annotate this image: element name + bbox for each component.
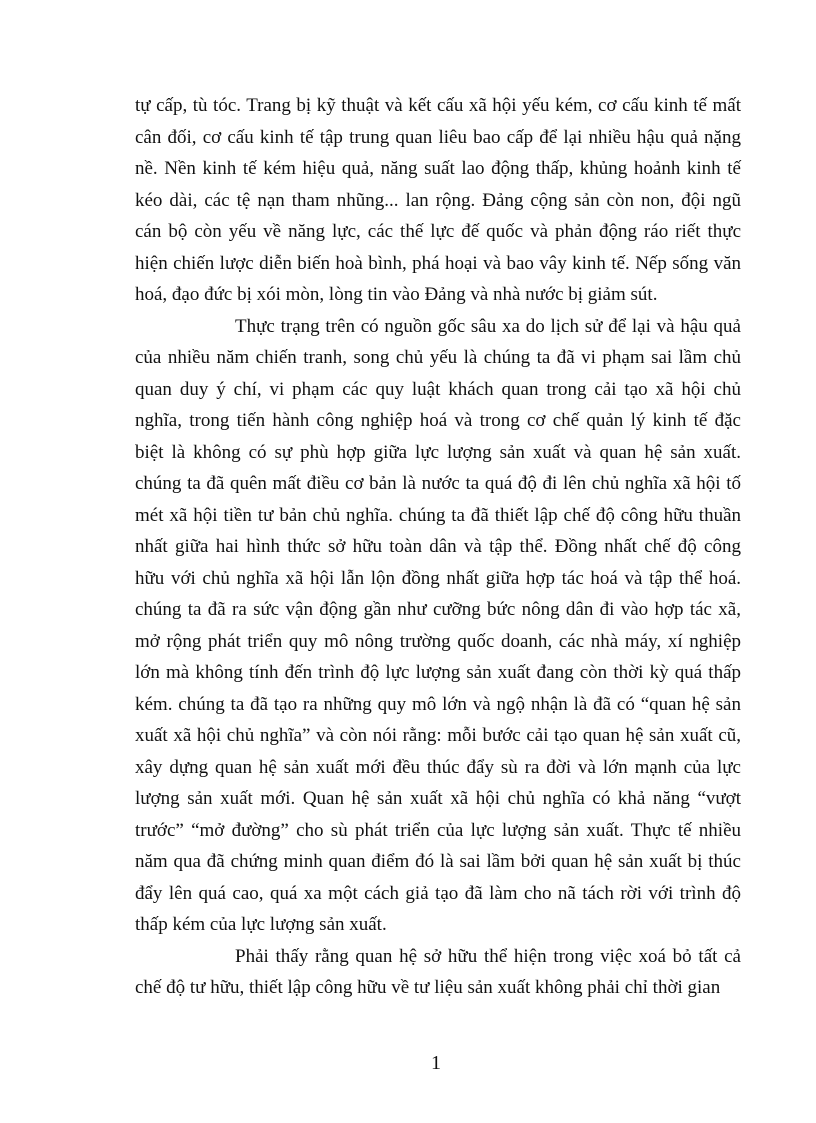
text-line: kéo dài, các tệ nạn tham nhũng... lan rộng. Đảng cộng sản còn non, đội ngũ — [135, 189, 741, 211]
text-line: thấp kém của lực lượng sản xuất. — [135, 914, 387, 935]
text-line: kém. chúng ta đã tạo ra những quy mô lớn và ngộ nhận là đã có “quan hệ sản — [135, 693, 741, 715]
text-line: hoá, đạo đức bị xói mòn, lòng tin vào Đảng và nhà nước bị giảm sút. — [135, 284, 658, 305]
paragraph-2 — [135, 311, 741, 941]
text-line: tự cấp, tù tóc. Trang bị kỹ thuật và kết cấu xã hội yếu kém, cơ cấu kinh tế mất — [135, 95, 741, 116]
text-line: Phải thấy rằng quan hệ sở hữu thể hiện trong việc xoá bỏ tất cả — [235, 945, 741, 967]
text-line: năm qua đã chứng minh quan điểm đó là sai lầm bởi quan hệ sản xuất bị thúc — [135, 851, 741, 872]
text-line: chế độ tư hữu, thiết lập công hữu về tư liệu sản xuất không phải chỉ thời gian — [135, 977, 721, 998]
body-text — [135, 90, 741, 1004]
text-line: nề. Nền kinh tế kém hiệu quả, năng suất lao động thấp, khủng hoảnh kinh tế — [135, 158, 741, 179]
text-line: cân đối, cơ cấu kinh tế tập trung quan liêu bao cấp để lại nhiều hậu quả nặng — [135, 126, 741, 148]
page-number: 1 — [431, 1052, 441, 1074]
text-line: xây dựng quan hệ sản xuất mới đều thúc đẩy sù ra đời và lớn mạnh của lực — [135, 756, 741, 778]
text-line: mét xã hội tiền tư bản chủ nghĩa. chúng ta đã thiết lập chế độ công hữu thuần — [135, 504, 741, 526]
text-line: xuất xã hội chủ nghĩa” và còn nói rằng: mỗi bước cải tạo quan hệ sản xuất cũ, — [135, 725, 741, 746]
text-line: quan duy ý chí, vi phạm các quy luật khách quan trong cải tạo xã hội chủ — [135, 378, 741, 400]
text-line: Thực trạng trên có nguồn gốc sâu xa do lịch sử để lại và hậu quả — [235, 315, 741, 337]
text-line: chúng ta đã ra sức vận động gần như cưỡng bức nông dân đi vào hợp tác xã, — [135, 599, 741, 620]
text-line: hữu với chủ nghĩa xã hội lẫn lộn đồng nhất giữa hợp tác hoá và tập thể hoá. — [135, 567, 741, 589]
text-line: nhất giữa hai hình thức sở hữu toàn dân và tập thể. Đồng nhất chế độ công — [135, 536, 741, 557]
text-line: mở rộng phát triển quy mô nông trường quốc doanh, các nhà máy, xí nghiệp — [135, 630, 741, 652]
text-line: nghĩa, trong tiến hành công nghiệp hoá và trong cơ chế quản lý kinh tế đặc — [135, 410, 741, 431]
text-line: lượng sản xuất mới. Quan hệ sản xuất xã hội chủ nghĩa có khả năng “vượt — [135, 788, 741, 809]
text-line: hiện chiến lược diễn biến hoà bình, phá hoại và bao vây kinh tế. Nếp sống văn — [135, 252, 741, 274]
text-line: của nhiều năm chiến tranh, song chủ yếu là chúng ta đã vi phạm sai lầm chủ — [135, 347, 741, 368]
text-line: lớn mà không tính đến trình độ lực lượng sản xuất đang còn thời kỳ quá thấp — [135, 662, 741, 683]
paragraph-1 — [135, 90, 741, 311]
text-line: đẩy lên quá cao, quá xa một cách giả tạo đã làm cho nã tách rời với trình độ — [135, 882, 741, 904]
paragraph-3 — [135, 941, 741, 1004]
text-line: chúng ta đã quên mất điều cơ bản là nước ta quá độ đi lên chủ nghĩa xã hội tố — [135, 473, 741, 494]
text-line: biệt là không có sự phù hợp giữa lực lượng sản xuất và quan hệ sản xuất. — [135, 441, 741, 463]
text-line: trước” “mở đường” cho sù phát triển của lực lượng sản xuất. Thực tế nhiều — [135, 819, 741, 841]
text-line: cán bộ còn yếu về năng lực, các thế lực đế quốc và phản động ráo riết thực — [135, 221, 741, 242]
